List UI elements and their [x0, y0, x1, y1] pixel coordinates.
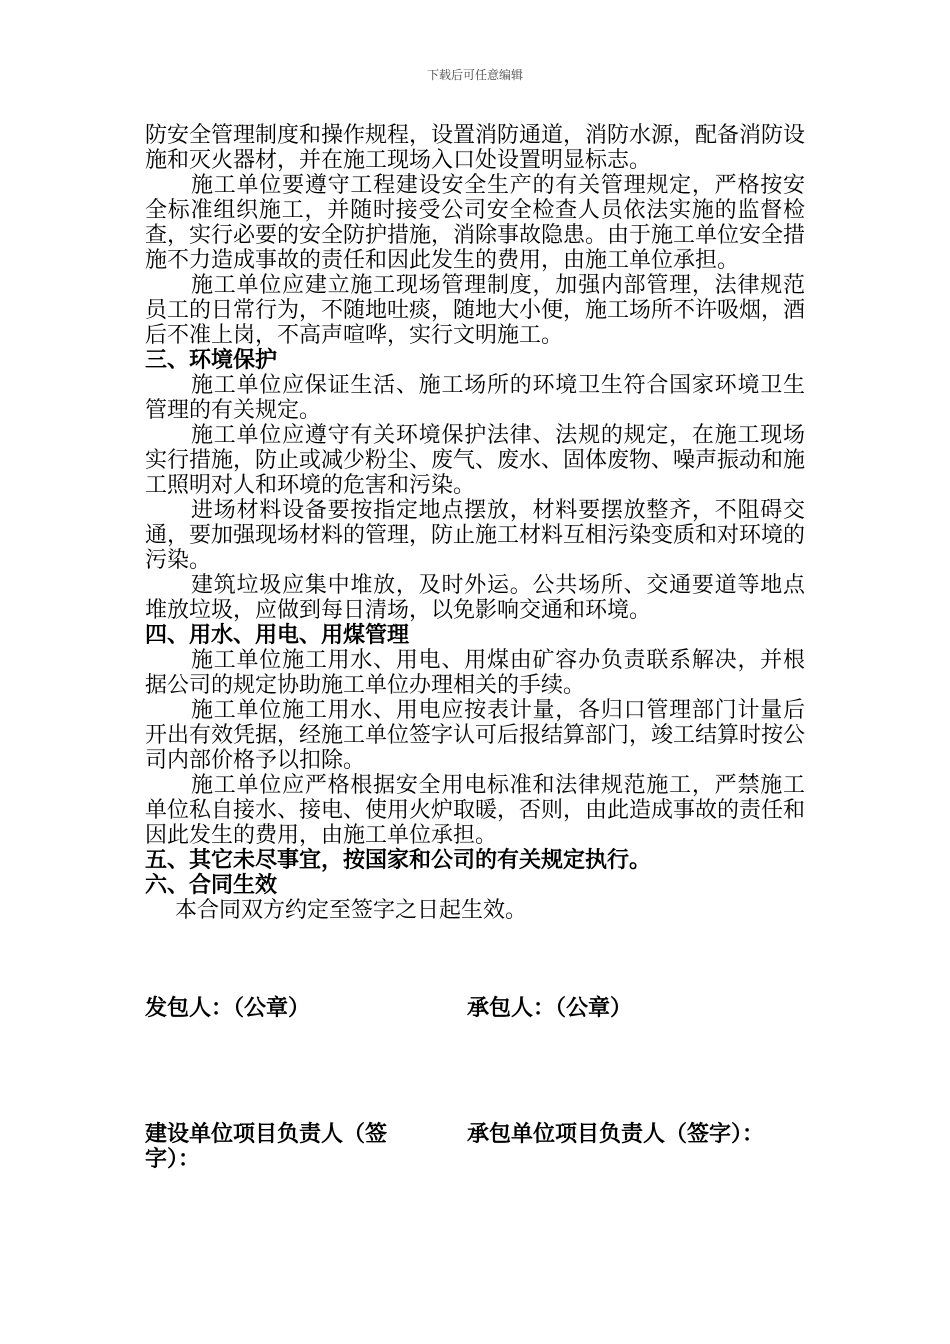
employer-seal-label: 发包人：（公章）: [145, 996, 311, 1021]
section-heading-effective: 六、合同生效: [145, 873, 278, 898]
paragraph-effective: 本合同双方约定至签字之日起生效。: [175, 898, 528, 923]
section-heading-environment: 三、环境保护: [145, 348, 278, 373]
contractor-manager-label: 承包单位项目负责人（签字）：: [467, 1122, 765, 1147]
employer-manager-label: 建设单位项目负责人（签字）：: [145, 1122, 388, 1172]
paragraph-waste: 建筑垃圾应集中堆放，及时外运。公共场所、交通要道等地点堆放垃圾，应做到每日清场，以免影响交通和环境。: [145, 573, 805, 623]
paragraph-electric-safety: 施工单位应严格根据安全用电标准和法律规范施工，严禁施工单位私自接水、接电、使用火炉取暖，否则，由此造成事故的责任和因此发生的费用，由施工单位承担。: [145, 773, 806, 848]
paragraph-utilities-contact: 施工单位施工用水、用电、用煤由矿容办负责联系解决，并根据公司的规定协助施工单位办理相关的手续。: [145, 648, 805, 698]
paragraph-utilities-metering: 施工单位施工用水、用电应按表计量，各归口管理部门计量后开出有效凭据，经施工单位签字认可后报结算部门，竣工结算时按公司内部价格予以扣除。: [145, 698, 806, 773]
paragraph-fire-safety: 防安全管理制度和操作规程，设置消防通道，消防水源，配备消防设施和灭火器材，并在施工现场入口处设置明显标志。: [145, 123, 806, 173]
paragraph-hygiene: 施工单位应保证生活、施工场所的环境卫生符合国家环境卫生管理的有关规定。: [145, 373, 805, 423]
paragraph-materials: 进场材料设备要按指定地点摆放，材料要摆放整齐，不阻碍交通，要加强现场材料的管理，防止施工材料互相污染变质和对环境的污染。: [145, 498, 806, 573]
paragraph-site-management: 施工单位应建立施工现场管理制度，加强内部管理，法律规范员工的日常行为，不随地吐痰，随地大小便，施工场所不许吸烟，酒后不准上岗，不高声喧哗，实行文明施工。: [145, 273, 806, 348]
section-heading-other: 五、其它未尽事宜，按国家和公司的有关规定执行。: [145, 848, 652, 873]
paragraph-pollution: 施工单位应遵守有关环境保护法律、法规的规定，在施工现场实行措施，防止或减少粉尘、废气、废水、固体废物、噪声振动和施工照明对人和环境的危害和污染。: [145, 423, 806, 498]
paragraph-safety-rules: 施工单位要遵守工程建设安全生产的有关管理规定，严格按安全标准组织施工，并随时接受公司安全检查人员依法实施的监督检查，实行必要的安全防护措施，消除事故隐患。由于施工单位安全措施不力造成事故的责任和因此发生的费用，由施工单位承担。: [145, 173, 806, 273]
section-heading-utilities: 四、用水、用电、用煤管理: [145, 623, 410, 648]
header-watermark: 下载后可任意编辑: [426, 68, 523, 82]
document-body: [145, 123, 805, 923]
contractor-seal-label: 承包人：（公章）: [467, 996, 633, 1021]
